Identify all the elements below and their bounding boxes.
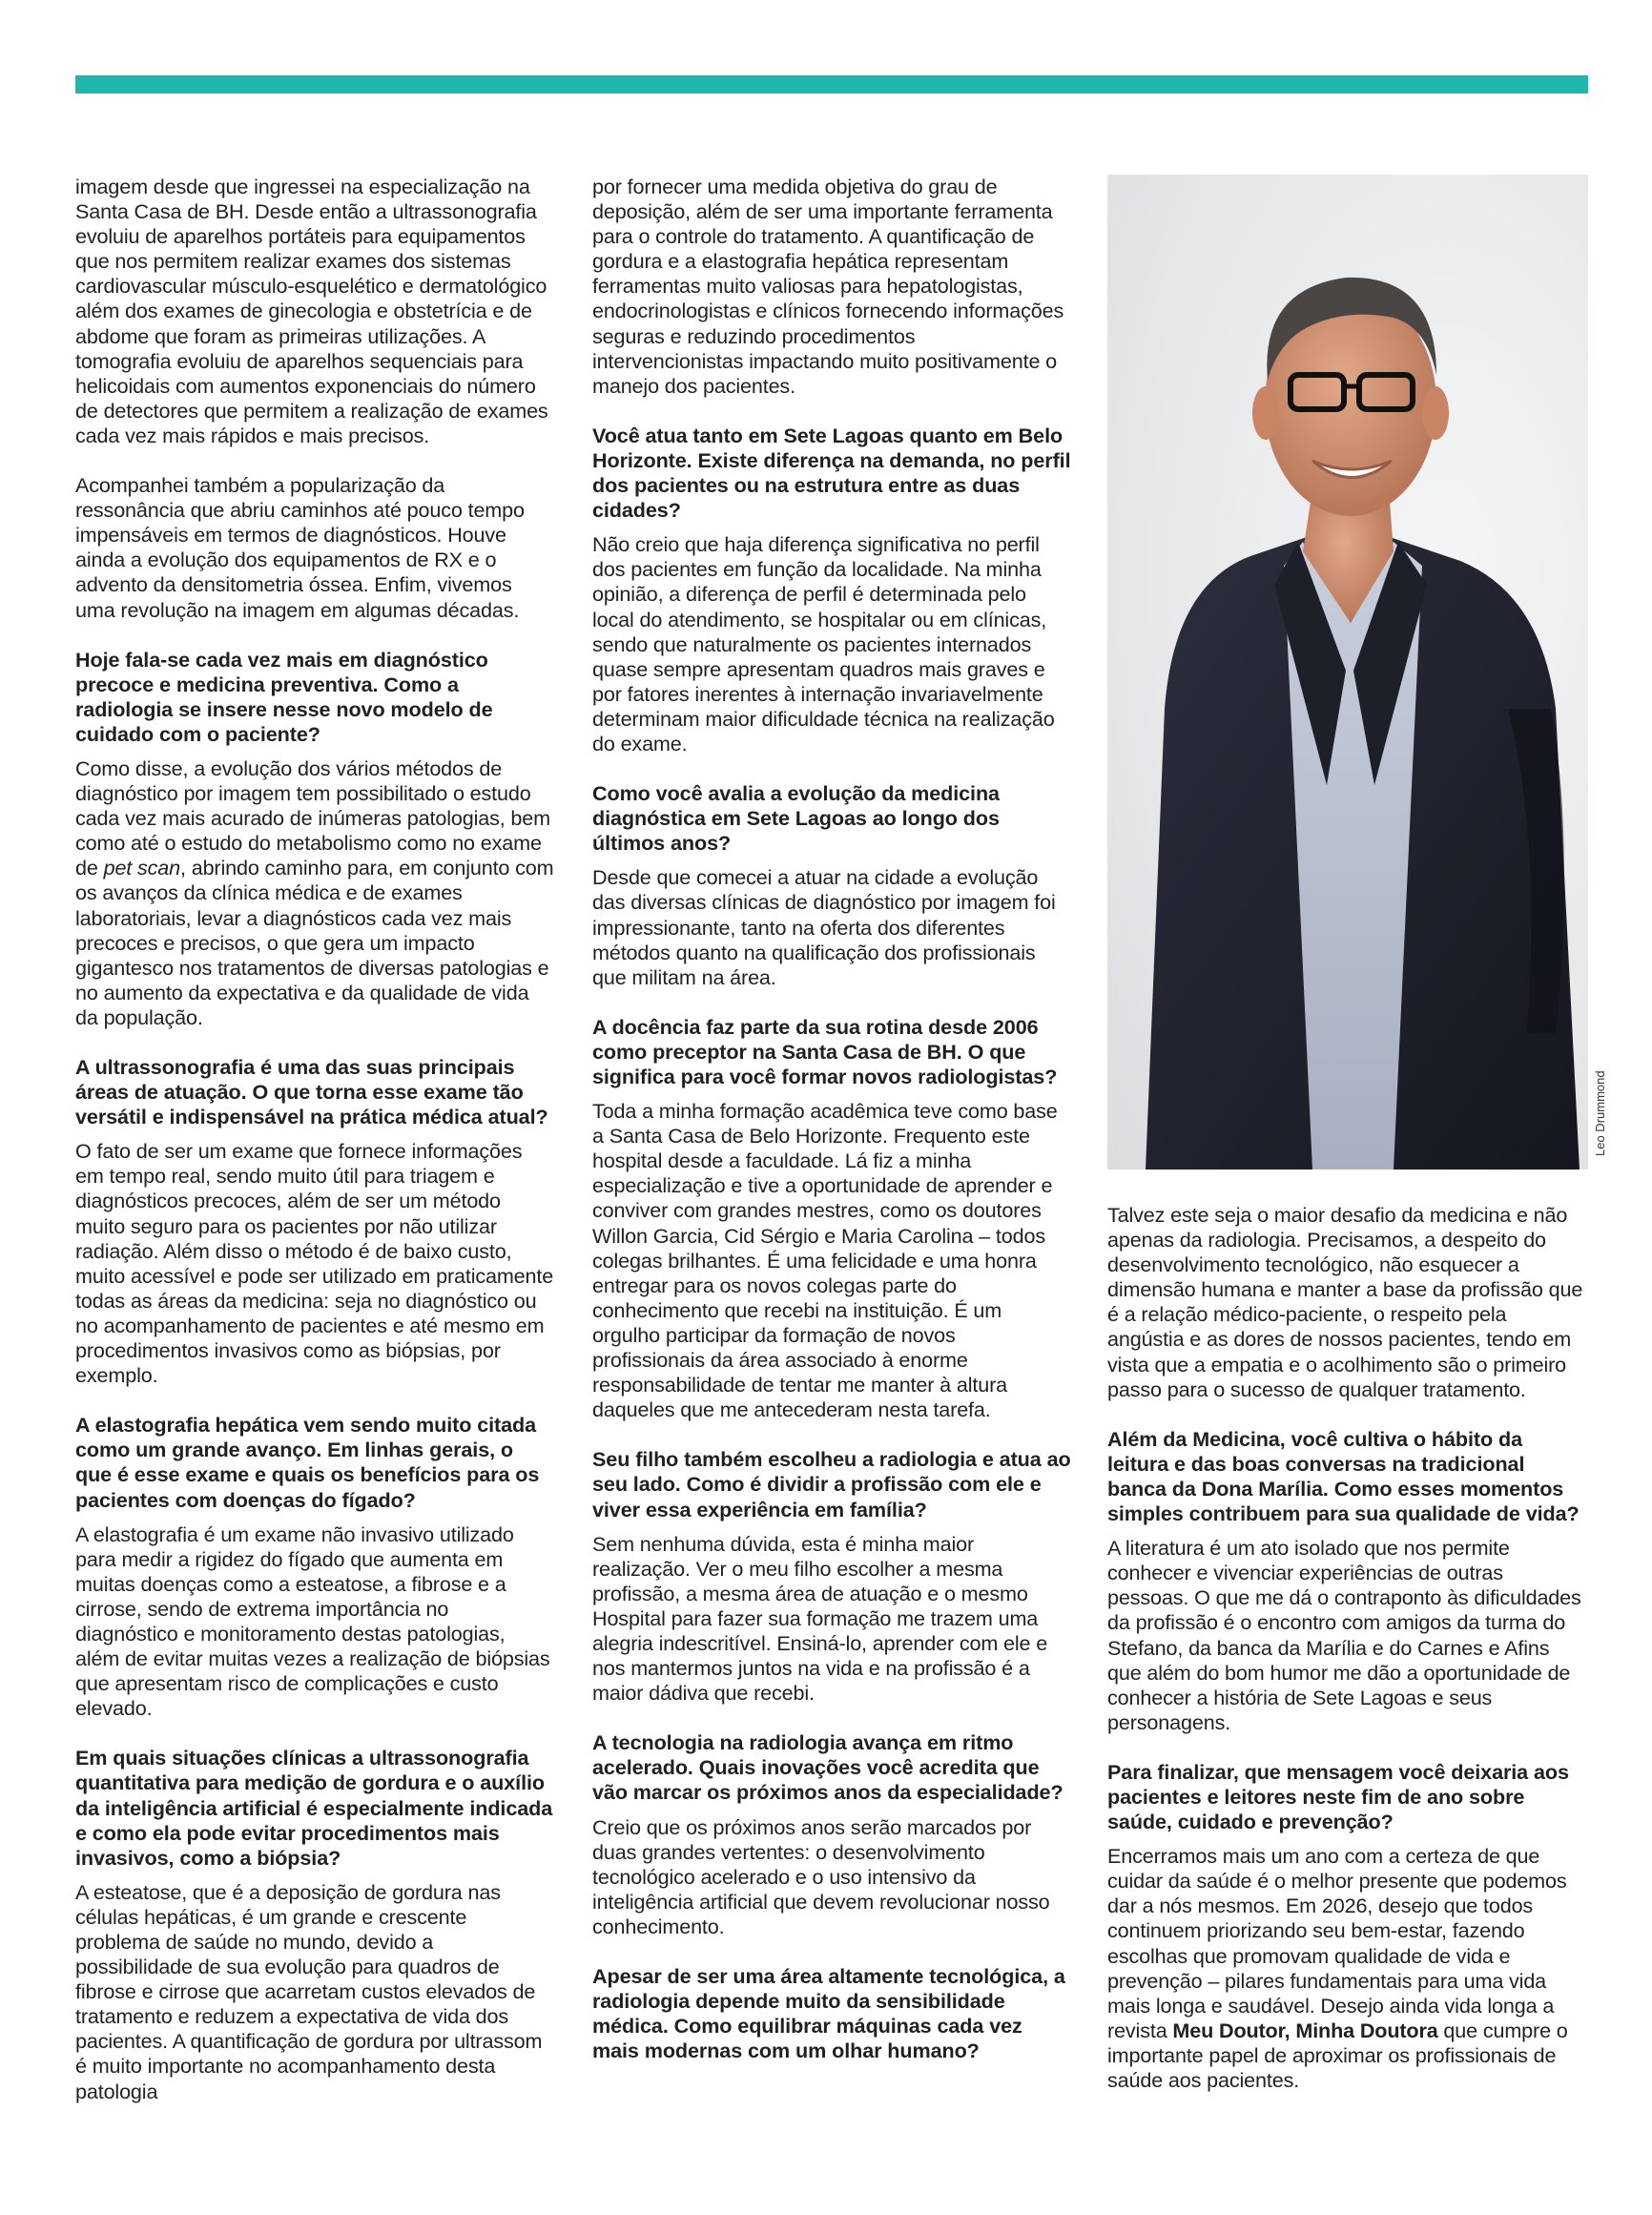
- interview-question: Além da Medicina, você cultiva o hábito da leitura e das boas conversas na tradicional banca da Dona Marília. Como esses momentos simples contribuem para sua qualidade de vida?: [1107, 1426, 1580, 1526]
- interview-question: Apesar de ser uma área altamente tecnológica, a radiologia depende muito da sensibilidade médica. Como equilibrar máquinas cada vez mais modernas com um olhar humano?: [592, 1964, 1065, 2063]
- interview-answer: Sem nenhuma dúvida, esta é minha maior realização. Ver o meu filho escolher a mesma profissão, a mesma área de atuação e o mesmo Hospital para fazer sua formação me trazem uma alegria indescritível. Ensiná-lo, aprender com ele e nos mantermos juntos na vida e na profissão é a maior dádiva que recebi.: [592, 1531, 1048, 1706]
- interview-answer: A elastografia é um exame não invasivo utilizado para medir a rigidez do fígado que aumenta em muitas doenças como a esteatose, a fibrose e a cirrose, sendo de extrema importância no diagnóstico e monitoramento destas patologias, além de evitar muitas vezes a realização de biópsias que apresentam risco de complicações e custo elevado.: [75, 1522, 550, 1721]
- interview-question: Em quais situações clínicas a ultrassonografia quantitativa para medição de gordura e o auxílio da inteligência artificial é especialmente indicada e como ela pode evitar procedimentos mais invasivos, como a biópsia?: [75, 1746, 553, 1870]
- interview-question: A elastografia hepática vem sendo muito citada como um grande avanço. Em linhas gerais, o que é esse exame e quais os benefícios para os pacientes com doenças do fígado?: [75, 1413, 540, 1512]
- accent-bar: [75, 75, 1588, 93]
- interview-answer: O fato de ser um exame que fornece informações em tempo real, sendo muito útil para triagem e diagnósticos precoces, além de ser um método muito seguro para os pacientes por não utilizar radiação. Além disso o método é de baixo custo, muito acessível e pode ser utilizado em praticamente todas as áreas da medicina: seja no diagnóstico ou no acompanhamento de pacientes e até mesmo em procedimentos invasivos como as biópsias, por exemplo.: [75, 1139, 554, 1388]
- interview-answer: Desde que comecei a atuar na cidade a evolução das diversas clínicas de diagnóstico por imagem foi impressionante, tanto na oferta dos diferentes métodos quanto na qualificação dos profissionais que militam na área.: [592, 865, 1056, 989]
- portrait-photo: [1107, 175, 1588, 1170]
- interview-question: A docência faz parte da sua rotina desde 2006 como preceptor na Santa Casa de BH. O que significa para você formar novos radiologistas?: [592, 1014, 1058, 1088]
- article-column-3: [1107, 1203, 1588, 2118]
- interview-answer: Creio que os próximos anos serão marcados por duas grandes vertentes: o desenvolvimento tecnológico acelerado e o uso intensivo da inteligência artificial que devem revolucionar nosso conhecimento.: [592, 1814, 1050, 1938]
- article-column-1: [75, 175, 554, 2129]
- interview-question: Você atua tanto em Sete Lagoas quanto em Belo Horizonte. Existe diferença na demanda, no perfil dos pacientes ou na estrutura entre as duas cidades?: [592, 423, 1071, 523]
- interview-question: Hoje fala-se cada vez mais em diagnóstico precoce e medicina preventiva. Como a radiologia se insere nesse novo modelo de cuidado com o paciente?: [75, 647, 493, 746]
- paragraph: imagem desde que ingressei na especialização na Santa Casa de BH. Desde então a ultrassonografia evoluiu de aparelhos portáteis para equipamentos que nos permitem realizar exames dos sistemas cardiovascular músculo-esquelético e dermatológico além dos exames de ginecologia e obstetrícia e de abdome que foram as primeiras utilizações. A tomografia evoluiu de aparelhos sequenciais para helicoidais com aumentos exponenciais do número de detectores que permitem a realização de exames cada vez mais rápidos e mais precisos.: [75, 175, 548, 447]
- photo-credit: Leo Drummond: [1593, 1070, 1607, 1156]
- interview-answer: A literatura é um ato isolado que nos permite conhecer e vivenciar experiências de outras pessoas. O que me dá o contraponto às dificuldades da profissão é o encontro com amigos da turma do Stefano, da banca da Marília e do Carnes e Afins que além do bom humor me dão a oportunidade de conhecer a história de Sete Lagoas e seus personagens.: [1107, 1536, 1581, 1734]
- interview-answer: Como disse, a evolução dos vários métodos de diagnóstico por imagem tem possibilitado o estudo cada vez mais acurado de inúmeras patologias, bem como até o estudo do metabolismo como no exame de pet scan, abrindo caminho para, em conjunto com os avanços da clínica médica e de exames laboratoriais, levar a diagnósticos cada vez mais precoces e precisos, o que gera um impacto gigantesco nos tratamentos de diversas patologias e no aumento da expectativa e da qualidade de vida da população.: [75, 756, 554, 1029]
- interview-answer: A esteatose, que é a deposição de gordura nas células hepáticas, é um grande e crescente problema de saúde no mundo, devido a possibilidade de sua evolução para quadros de fibrose e cirrose que acarretam custos elevados de tratamento e reduzem a expectativa de vida dos pacientes. A quantificação de gordura por ultrassom é muito importante no acompanhamento desta patologia: [75, 1879, 543, 2103]
- interview-answer: Encerramos mais um ano com a certeza de que cuidar da saúde é o melhor presente que podemos dar a nós mesmos. Em 2026, desejo que todos continuem priorizando seu bem-estar, fazendo escolhas que promovam qualidade de vida e prevenção – pilares fundamentais para uma vida mais longa e saudável. Desejo ainda vida longa a revista Meu Doutor, Minha Doutora que cumpre o importante papel de aproximar os profissionais de saúde aos pacientes.: [1107, 1844, 1568, 2092]
- interview-question: Como você avalia a evolução da medicina diagnóstica em Sete Lagoas ao longo dos últimos anos?: [592, 781, 1000, 856]
- interview-question: A tecnologia na radiologia avança em ritmo acelerado. Quais inovações você acredita que vão marcar os próximos anos da especialidade?: [592, 1730, 1063, 1805]
- paragraph: Acompanhei também a popularização da ressonância que abriu caminhos até pouco tempo impensáveis em termos de diagnósticos. Houve ainda a evolução dos equipamentos de RX e o advento da densitometria óssea. Enfim, vivemos uma revolução na imagem em algumas décadas.: [75, 473, 525, 622]
- interview-answer: Toda a minha formação acadêmica teve como base a Santa Casa de Belo Horizonte. Frequento este hospital desde a faculdade. Lá fiz a minha especialização e tive a oportunidade de aprender e conviver com grandes mestres, como os doutores Willon Garcia, Cid Sérgio e Maria Carolina – todos colegas brilhantes. É uma felicidade e uma honra entregar para os novos colegas parte do conhecimento que recebi na instituição. É um orgulho participar da formação de novos profissionais da área associado à enorme responsabilidade de tentar me manter à altura daqueles que me antecederam nesta tarefa.: [592, 1099, 1058, 1422]
- interview-question: A ultrassonografia é uma das suas principais áreas de atuação. O que torna esse exame tão versátil e indispensável na prática médica atual?: [75, 1055, 548, 1129]
- interview-answer: Não creio que haja diferença significativa no perfil dos pacientes em função da localidade. Na minha opinião, a diferença de perfil é determinada pelo local do atendimento, se hospitalar ou em clínicas, sendo que naturalmente os pacientes internados quase sempre apresentam quadros mais graves e por fatores inerentes à internação invariavelmente determinam maior dificuldade técnica na realização do exame.: [592, 532, 1055, 756]
- interview-question: Para finalizar, que mensagem você deixaria aos pacientes e leitores neste fim de ano sobre saúde, cuidado e prevenção?: [1107, 1759, 1569, 1834]
- portrait-illustration: [1107, 175, 1588, 1170]
- magazine-name: Meu Doutor, Minha Doutora: [1172, 2018, 1438, 2042]
- interview-question: Seu filho também escolheu a radiologia e atua ao seu lado. Como é dividir a profissão com ele e viver essa experiência em família?: [592, 1447, 1071, 1522]
- article-column-2: [592, 175, 1071, 2073]
- paragraph: por fornecer uma medida objetiva do grau de deposição, além de ser uma importante ferramenta para o controle do tratamento. A quantificação de gordura e a elastografia hepática representam ferramentas muito valiosas para hepatologistas, endocrinologistas e clínicos fornecendo informações seguras e reduzindo procedimentos intervencionistas impactando muito positivamente o manejo dos pacientes.: [592, 175, 1064, 398]
- paragraph: Talvez este seja o maior desafio da medicina e não apenas da radiologia. Precisamos, a despeito do desenvolvimento tecnológico, não esquecer a dimensão humana e manter a base da profissão que é a relação médico-paciente, o respeito pela angústia e as dores de nossos pacientes, tendo em vista que a empatia e o acolhimento são o primeiro passo para o sucesso de qualquer tratamento.: [1107, 1203, 1583, 1401]
- emphasis: pet scan: [103, 856, 181, 880]
